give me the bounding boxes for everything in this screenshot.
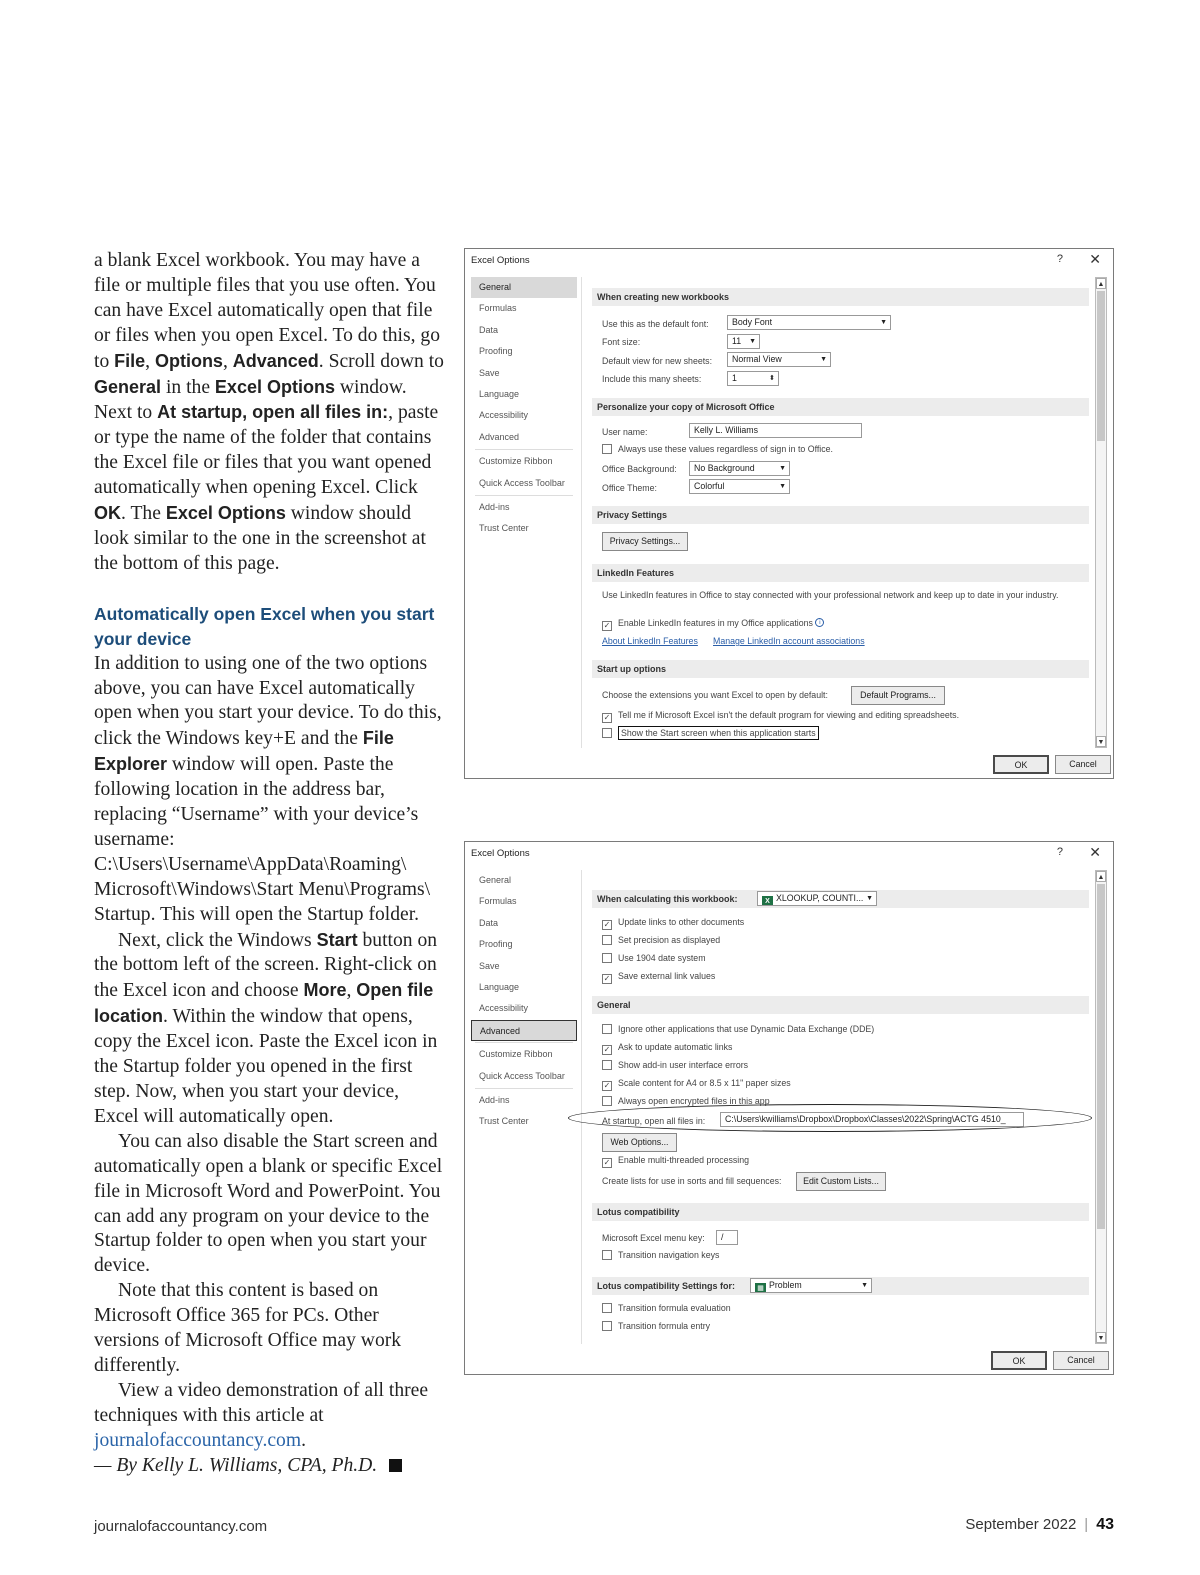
footer-date-page bbox=[965, 1516, 1114, 1534]
transition-formula-entry-checkbox-row[interactable]: Transition formula entry bbox=[602, 1321, 710, 1331]
update-links-checkbox-row[interactable]: ✓ Update links to other documents bbox=[603, 917, 745, 929]
info-icon: i bbox=[815, 618, 824, 627]
default-programs-button[interactable]: Default Programs... bbox=[851, 686, 945, 705]
multi-threaded-checkbox-row[interactable]: ✓ Enable multi-threaded processing bbox=[603, 1155, 750, 1167]
transition-formula-eval-checkbox-row[interactable]: Transition formula evaluation bbox=[602, 1303, 731, 1313]
byline: — By Kelly L. Williams, CPA, Ph.D. bbox=[94, 1454, 444, 1479]
nav-item-proofing[interactable]: Proofing bbox=[479, 346, 513, 357]
paragraph-6: View a video demonstration of all three techniques with this article at journalofaccountancy.com. bbox=[94, 1379, 429, 1451]
article-body bbox=[94, 249, 444, 1479]
footer-date: September 2022 bbox=[965, 1516, 1077, 1533]
checkbox[interactable] bbox=[602, 1024, 612, 1034]
footer-separator: | bbox=[1084, 1516, 1089, 1533]
section-lotus-settings: Lotus compatibility Settings for: bbox=[592, 1277, 1089, 1295]
nav-item-data[interactable]: Data bbox=[479, 324, 499, 335]
section-linkedin: LinkedIn Features bbox=[592, 564, 1089, 582]
nav-item-formulas[interactable]: Formulas bbox=[479, 303, 517, 314]
bold-more: More bbox=[303, 980, 347, 1001]
nav-item-save[interactable]: Save bbox=[479, 367, 500, 378]
excel-icon: X bbox=[762, 896, 773, 906]
checkbox[interactable] bbox=[602, 728, 612, 738]
nav-item-advanced[interactable]: Advanced bbox=[471, 1020, 577, 1041]
end-mark-icon bbox=[389, 1459, 402, 1472]
nav-item-trust-center[interactable]: Trust Center bbox=[479, 1116, 529, 1127]
sheet-icon: ▦ bbox=[755, 1283, 766, 1293]
paragraph-4: You can also disable the Start screen and automatically open a blank or specific Excel file in Microsoft Word and PowerPoint. You can add any program on your device to the Startup folder to open when you start your device. bbox=[94, 1130, 443, 1277]
section-general: General bbox=[592, 996, 1089, 1014]
web-options-button[interactable]: Web Options... bbox=[602, 1133, 677, 1152]
chevron-down-icon: ▼ bbox=[749, 338, 756, 345]
at-startup-folder-input[interactable]: C:\Users\kwilliams\Dropbox\Dropbox\Classes\2022\Spring\ACTG 4510_ bbox=[720, 1112, 1024, 1127]
scroll-thumb[interactable] bbox=[1097, 884, 1105, 1229]
chevron-down-icon: ▼ bbox=[820, 356, 827, 363]
bold-ok: OK bbox=[94, 503, 121, 524]
scrollbar[interactable] bbox=[1095, 870, 1107, 1344]
ok-button[interactable]: OK bbox=[993, 755, 1049, 774]
options-nav bbox=[471, 870, 577, 1344]
dialog-buttons bbox=[465, 750, 1113, 778]
office-theme-select[interactable]: Colorful ▼ bbox=[689, 479, 790, 494]
set-precision-checkbox-row[interactable]: Set precision as displayed bbox=[602, 935, 720, 945]
nav-item-accessibility[interactable]: Accessibility bbox=[479, 410, 529, 421]
sheets-stepper[interactable]: 1 ⬍ bbox=[727, 371, 779, 386]
bold-advanced: Advanced bbox=[232, 350, 319, 371]
office-background-select[interactable]: No Background ▼ bbox=[689, 461, 790, 476]
chevron-down-icon: ▼ bbox=[880, 319, 887, 326]
manage-linkedin-link[interactable]: Manage LinkedIn account associations bbox=[713, 636, 865, 646]
bold-start: Start bbox=[316, 929, 358, 950]
checkbox-checked[interactable]: ✓ bbox=[603, 1081, 611, 1090]
nav-item-quick-access-toolbar[interactable]: Quick Access Toolbar bbox=[479, 477, 565, 488]
footer-site: journalofaccountancy.com bbox=[94, 1518, 268, 1535]
nav-item-customize-ribbon[interactable]: Customize Ribbon bbox=[479, 456, 553, 467]
save-external-checkbox-row[interactable]: ✓ Save external link values bbox=[603, 971, 716, 983]
show-addin-errors-checkbox-row[interactable]: Show add-in user interface errors bbox=[602, 1060, 748, 1070]
dialog-title: Excel Options bbox=[471, 255, 530, 266]
checkbox[interactable] bbox=[602, 1303, 612, 1313]
linkedin-description: Use LinkedIn features in Office to stay connected with your professional network and keep up to date in your industry. bbox=[602, 590, 1059, 600]
nav-item-add-ins[interactable]: Add-ins bbox=[479, 501, 510, 512]
scroll-thumb[interactable] bbox=[1097, 291, 1105, 441]
calculating-workbook-select[interactable]: X XLOOKUP, COUNTI... ▼ bbox=[757, 891, 877, 906]
user-name-input[interactable]: Kelly L. Williams bbox=[689, 423, 862, 438]
edit-custom-lists-button[interactable]: Edit Custom Lists... bbox=[796, 1172, 886, 1191]
nav-item-formulas[interactable]: Formulas bbox=[479, 896, 517, 907]
chevron-down-icon: ▼ bbox=[779, 465, 786, 472]
general-content bbox=[581, 277, 1095, 748]
sheets-label: Include this many sheets: bbox=[602, 374, 702, 384]
bold-at-startup: At startup, open all files in: bbox=[157, 402, 389, 423]
ok-button[interactable]: OK bbox=[991, 1351, 1047, 1370]
bold-general: General bbox=[94, 376, 162, 397]
cancel-button[interactable]: Cancel bbox=[1055, 755, 1111, 774]
show-start-screen-checkbox-row[interactable] bbox=[602, 728, 819, 738]
checkbox[interactable] bbox=[602, 444, 612, 454]
nav-item-language[interactable]: Language bbox=[479, 388, 520, 399]
checkbox[interactable] bbox=[602, 953, 612, 963]
font-select[interactable]: Body Font ▼ bbox=[727, 315, 891, 330]
excel-options-dialog-advanced bbox=[464, 841, 1114, 1375]
menu-key-label: Microsoft Excel menu key: bbox=[602, 1233, 705, 1243]
bold-options: Options bbox=[154, 350, 223, 371]
about-linkedin-link[interactable]: About LinkedIn Features bbox=[602, 636, 698, 646]
nav-item-save[interactable]: Save bbox=[479, 960, 500, 971]
highlight-ellipse bbox=[568, 1104, 1092, 1132]
font-size-select[interactable]: 11 ▼ bbox=[727, 334, 760, 349]
section-privacy: Privacy Settings bbox=[592, 506, 1089, 524]
checkbox-checked[interactable]: ✓ bbox=[603, 1158, 611, 1167]
options-nav bbox=[471, 277, 577, 748]
checkbox-checked[interactable]: ✓ bbox=[603, 621, 611, 630]
nav-item-customize-ribbon[interactable]: Customize Ribbon bbox=[479, 1049, 553, 1060]
excel-options-dialog-general bbox=[464, 248, 1114, 779]
scroll-up-icon[interactable]: ▲ bbox=[1096, 871, 1106, 882]
chevron-down-icon: ▼ bbox=[861, 1282, 868, 1289]
section-personalize: Personalize your copy of Microsoft Office bbox=[592, 398, 1089, 416]
dialog-buttons bbox=[465, 1346, 1113, 1374]
checkbox-checked[interactable]: ✓ bbox=[603, 974, 611, 983]
help-icon[interactable]: ? bbox=[1056, 846, 1063, 858]
menu-key-input[interactable]: / bbox=[716, 1230, 738, 1245]
cancel-button[interactable]: Cancel bbox=[1053, 1351, 1109, 1370]
chevron-down-icon: ▼ bbox=[866, 895, 873, 902]
nav-item-language[interactable]: Language bbox=[479, 981, 520, 992]
chevron-down-icon: ▼ bbox=[779, 483, 786, 490]
checkbox[interactable] bbox=[602, 1096, 612, 1106]
advanced-content bbox=[581, 870, 1095, 1344]
bold-open-file-location: Open file location bbox=[94, 980, 434, 1027]
spinner-icon: ⬍ bbox=[769, 375, 775, 382]
bold-file-explorer: File Explorer bbox=[94, 728, 394, 775]
office-background-label: Office Background: bbox=[602, 464, 677, 474]
bold-excel-options: Excel Options bbox=[214, 376, 335, 397]
scrollbar[interactable] bbox=[1095, 277, 1107, 748]
default-view-label: Default view for new sheets: bbox=[602, 356, 713, 366]
nav-item-data[interactable]: Data bbox=[479, 917, 499, 928]
checkbox-checked[interactable]: ✓ bbox=[603, 713, 611, 722]
journal-link[interactable]: journalofaccountancy.com bbox=[94, 1429, 302, 1451]
user-name-label: User name: bbox=[602, 427, 648, 437]
scale-content-checkbox-row[interactable]: ✓ Scale content for A4 or 8.5 x 11" paper sizes bbox=[603, 1078, 791, 1090]
section-lotus: Lotus compatibility bbox=[592, 1203, 1089, 1221]
ask-update-checkbox-row[interactable]: ✓ Ask to update automatic links bbox=[603, 1042, 733, 1054]
scroll-up-icon[interactable]: ▲ bbox=[1096, 278, 1106, 289]
title-bar bbox=[465, 842, 1113, 864]
bold-excel-options-2: Excel Options bbox=[165, 503, 286, 524]
at-startup-label: At startup, open all files in: bbox=[602, 1116, 706, 1126]
extensions-label: Choose the extensions you want Excel to open by default: bbox=[602, 690, 828, 700]
linkedin-enable-checkbox-row[interactable]: ✓ Enable LinkedIn features in my Office applications i bbox=[602, 618, 824, 631]
nav-item-quick-access-toolbar[interactable]: Quick Access Toolbar bbox=[479, 1070, 565, 1081]
help-icon[interactable]: ? bbox=[1056, 253, 1063, 265]
ignore-dde-checkbox-row[interactable]: Ignore other applications that use Dynamic Data Exchange (DDE) bbox=[602, 1024, 874, 1034]
paragraph-1: a blank Excel workbook. You may have a file or multiple files that you use often. You can have Excel automatically open that file or files when you open Excel. To do this, go to File, Options, Advanced. Scroll down to General in the Excel Options window. Next to At startup, open all files in:, paste or type the name of the folder that contains the Excel file or files that you want opened automatically when opening Excel. Click OK. The Excel Options window should look similar to the one in the screenshot at the bottom of this page. bbox=[94, 250, 444, 574]
font-label: Use this as the default font: bbox=[602, 319, 709, 329]
always-open-encrypted-checkbox-row[interactable]: Always open encrypted files in this app bbox=[602, 1096, 770, 1106]
section-startup: Start up options bbox=[592, 660, 1089, 678]
paragraph-3: Next, click the Windows Start button on the bottom left of the screen. Right-click on the Excel icon and choose More, Open file location. Within the window that opens, copy the Excel icon. Paste the Excel icon in the Startup folder you opened in the first step. Now, when you start your device, Excel will automatically open. bbox=[94, 929, 438, 1127]
close-icon[interactable]: ✕ bbox=[1089, 251, 1101, 267]
nav-item-general[interactable]: General bbox=[471, 277, 577, 298]
paragraph-5: Note that this content is based on Microsoft Office 365 for PCs. Other versions of Microsoft Office may work differently. bbox=[94, 1280, 402, 1376]
close-icon[interactable]: ✕ bbox=[1089, 844, 1101, 860]
checkbox-checked[interactable]: ✓ bbox=[603, 920, 611, 929]
lotus-sheet-select[interactable]: ▦ Problem ▼ bbox=[750, 1278, 872, 1293]
nav-item-trust-center[interactable]: Trust Center bbox=[479, 523, 529, 534]
nav-item-add-ins[interactable]: Add-ins bbox=[479, 1094, 510, 1105]
always-use-checkbox-row[interactable]: Always use these values regardless of sign in to Office. bbox=[602, 444, 833, 454]
page-number: 43 bbox=[1096, 1516, 1114, 1533]
nav-item-accessibility[interactable]: Accessibility bbox=[479, 1003, 529, 1014]
checkbox[interactable] bbox=[602, 1250, 612, 1260]
bold-file: File bbox=[114, 350, 146, 371]
custom-lists-label: Create lists for use in sorts and fill sequences: bbox=[602, 1176, 782, 1186]
scroll-down-icon[interactable]: ▼ bbox=[1096, 1332, 1106, 1343]
show-start-screen-highlight: Show the Start screen when this application starts bbox=[618, 726, 819, 740]
section-new-workbooks: When creating new workbooks bbox=[592, 288, 1089, 306]
checkbox[interactable] bbox=[602, 1060, 612, 1070]
section-heading: Automatically open Excel when you start your device bbox=[94, 603, 435, 649]
paragraph-2: In addition to using one of the two options above, you can have Excel automatically open when you start your device. To do this, click the Windows key+E and the File Explorer window will open. Paste the following location in the address bar, replacing “Username” with your device’s username: C:\Users\Username\AppData\Roaming\ Microsoft\Windows\Start Menu\Programs\ Startup. This will open the Startup folder. bbox=[94, 652, 442, 925]
checkbox[interactable] bbox=[602, 935, 612, 945]
office-theme-label: Office Theme: bbox=[602, 483, 657, 493]
scroll-down-icon[interactable]: ▼ bbox=[1096, 736, 1106, 747]
checkbox-checked[interactable]: ✓ bbox=[603, 1045, 611, 1054]
font-size-label: Font size: bbox=[602, 337, 641, 347]
dialog-title: Excel Options bbox=[471, 848, 530, 859]
default-view-select[interactable]: Normal View ▼ bbox=[727, 352, 831, 367]
use-1904-checkbox-row[interactable]: Use 1904 date system bbox=[602, 953, 706, 963]
title-bar bbox=[465, 249, 1113, 271]
section-calculating: When calculating this workbook: bbox=[592, 890, 1089, 908]
checkbox[interactable] bbox=[602, 1321, 612, 1331]
tell-me-checkbox-row[interactable]: ✓ Tell me if Microsoft Excel isn't the default program for viewing and editing spreadsheets. bbox=[603, 710, 960, 722]
nav-item-proofing[interactable]: Proofing bbox=[479, 939, 513, 950]
nav-item-advanced[interactable]: Advanced bbox=[479, 431, 520, 442]
nav-item-general[interactable]: General bbox=[479, 875, 512, 885]
transition-nav-checkbox-row[interactable]: Transition navigation keys bbox=[602, 1250, 719, 1260]
privacy-settings-button[interactable]: Privacy Settings... bbox=[602, 532, 688, 551]
